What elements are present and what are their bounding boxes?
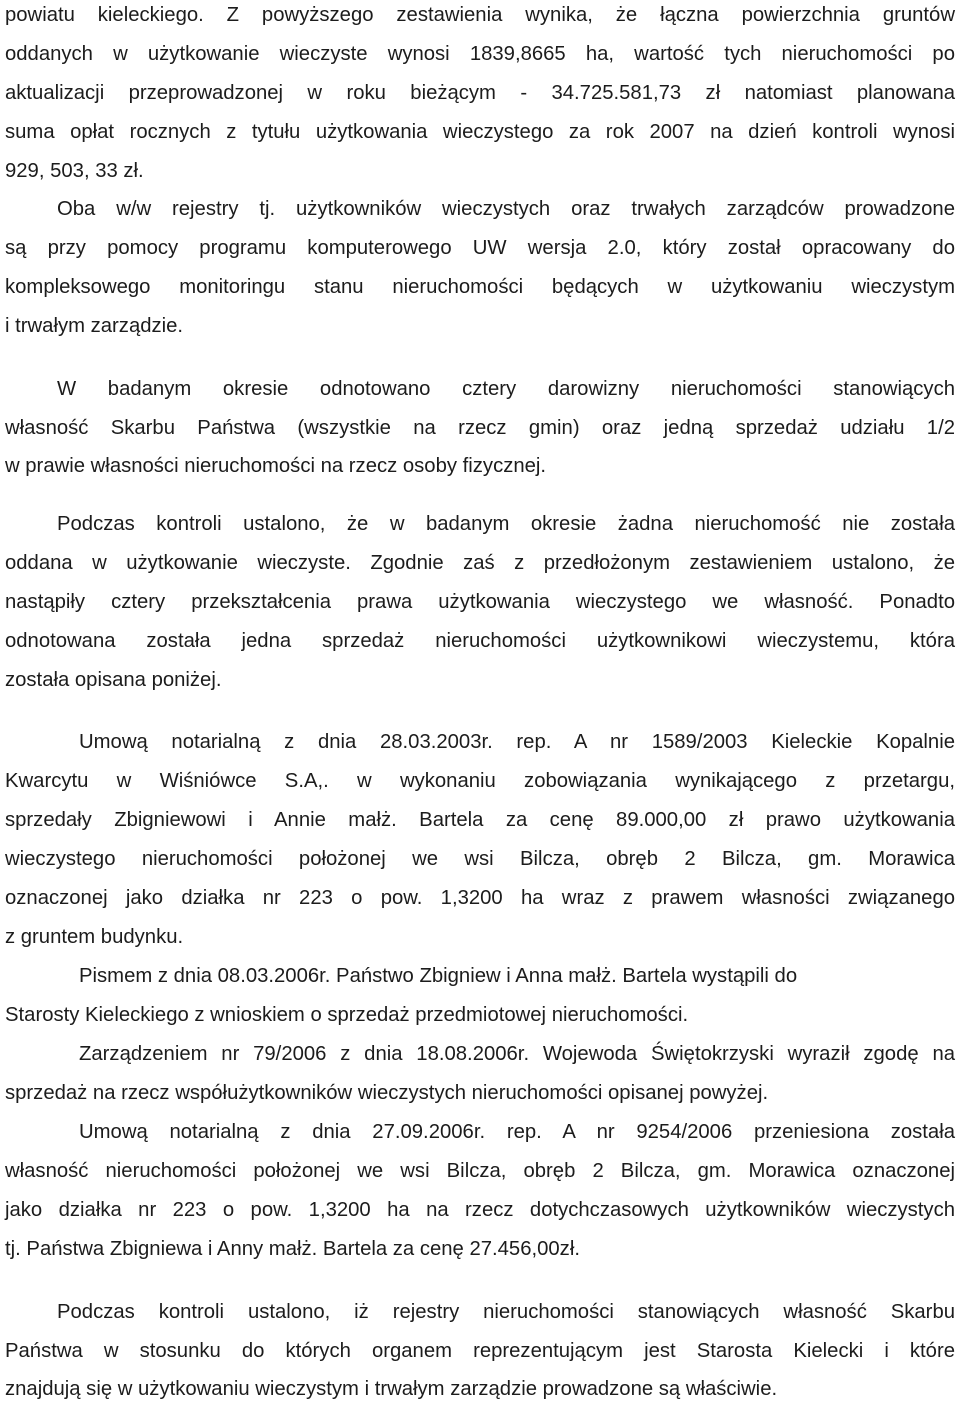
text-line: Podczas kontroli ustalono, iż rejestry nieruchomości stanowiących własność Skarbu: [57, 1301, 955, 1323]
text-line: sprzedały Zbigniewowi i Annie małż. Bartela za cenę 89.000,00 zł prawo użytkowania: [5, 809, 955, 831]
text-line: i trwałym zarządzie.: [5, 315, 184, 337]
text-line: Umową notarialną z dnia 28.03.2003r. rep. A nr 1589/2003 Kieleckie Kopalnie: [79, 731, 955, 753]
text-line: kompleksowego monitoringu stanu nieruchomości będących w użytkowaniu wieczystym: [5, 276, 955, 298]
text-line: aktualizacji przeprowadzonej w roku bieżącym - 34.725.581,73 zł natomiast planowana: [5, 82, 955, 104]
text-line: Kwarcytu w Wiśniówce S.A,. w wykonaniu zobowiązania wynikającego z przetargu,: [5, 770, 955, 792]
text-line: W badanym okresie odnotowano cztery darowizny nieruchomości stanowiących: [57, 378, 955, 400]
text-line: jako działka nr 223 o pow. 1,3200 ha na rzecz dotychczasowych użytkowników wieczystych: [5, 1199, 955, 1221]
text-line: została opisana poniżej.: [5, 669, 222, 691]
text-line: oznaczonej jako działka nr 223 o pow. 1,3200 ha wraz z prawem własności związanego: [5, 887, 955, 909]
text-line: Oba w/w rejestry tj. użytkowników wieczystych oraz trwałych zarządców prowadzone: [57, 198, 955, 220]
text-line: w prawie własności nieruchomości na rzecz osoby fizycznej.: [5, 455, 547, 477]
text-line: znajdują się w użytkowaniu wieczystym i trwałym zarządzie prowadzone są właściwie.: [5, 1378, 778, 1400]
text-line: wieczystego nieruchomości położonej we wsi Bilcza, obręb 2 Bilcza, gm. Morawica: [5, 848, 955, 870]
text-line: oddana w użytkowanie wieczyste. Zgodnie zaś z przedłożonym zestawieniem ustalono, że: [5, 552, 955, 574]
text-line: powiatu kieleckiego. Z powyższego zestawienia wynika, że łączna powierzchnia gruntów: [5, 4, 955, 26]
text-line: tj. Państwa Zbigniewa i Anny małż. Bartela za cenę 27.456,00zł.: [5, 1238, 580, 1260]
text-line: Starosty Kieleckiego z wnioskiem o sprzedaż przedmiotowej nieruchomości.: [5, 1004, 689, 1026]
text-line: Państwa w stosunku do których organem reprezentującym jest Starosta Kielecki i które: [5, 1340, 955, 1362]
text-line: nastąpiły cztery przekształcenia prawa użytkowania wieczystego we własność. Ponadto: [5, 591, 955, 613]
text-line: Podczas kontroli ustalono, że w badanym okresie żadna nieruchomość nie została: [57, 513, 955, 535]
text-line: Pismem z dnia 08.03.2006r. Państwo Zbigniew i Anna małż. Bartela wystąpili do: [79, 965, 798, 987]
text-line: sprzedaż na rzecz współużytkowników wieczystych nieruchomości opisanej powyżej.: [5, 1082, 769, 1104]
text-line: Umową notarialną z dnia 27.09.2006r. rep. A nr 9254/2006 przeniesiona została: [79, 1121, 955, 1143]
text-line: oddanych w użytkowanie wieczyste wynosi 1839,8665 ha, wartość tych nieruchomości po: [5, 43, 955, 65]
text-line: Zarządzeniem nr 79/2006 z dnia 18.08.2006r. Wojewoda Świętokrzyski wyraził zgodę na: [79, 1043, 955, 1065]
text-line: własność nieruchomości położonej we wsi Bilcza, obręb 2 Bilcza, gm. Morawica oznaczonej: [5, 1160, 955, 1182]
text-line: z gruntem budynku.: [5, 926, 184, 948]
text-line: 929, 503, 33 zł.: [5, 160, 144, 182]
text-line: własność Skarbu Państwa (wszystkie na rzecz gmin) oraz jedną sprzedaż udziału 1/2: [5, 417, 955, 439]
text-line: odnotowana została jedna sprzedaż nieruchomości użytkownikowi wieczystemu, która: [5, 630, 955, 652]
text-line: są przy pomocy programu komputerowego UW wersja 2.0, który został opracowany do: [5, 237, 955, 259]
text-line: suma opłat rocznych z tytułu użytkowania wieczystego za rok 2007 na dzień kontroli wynosi: [5, 121, 955, 143]
